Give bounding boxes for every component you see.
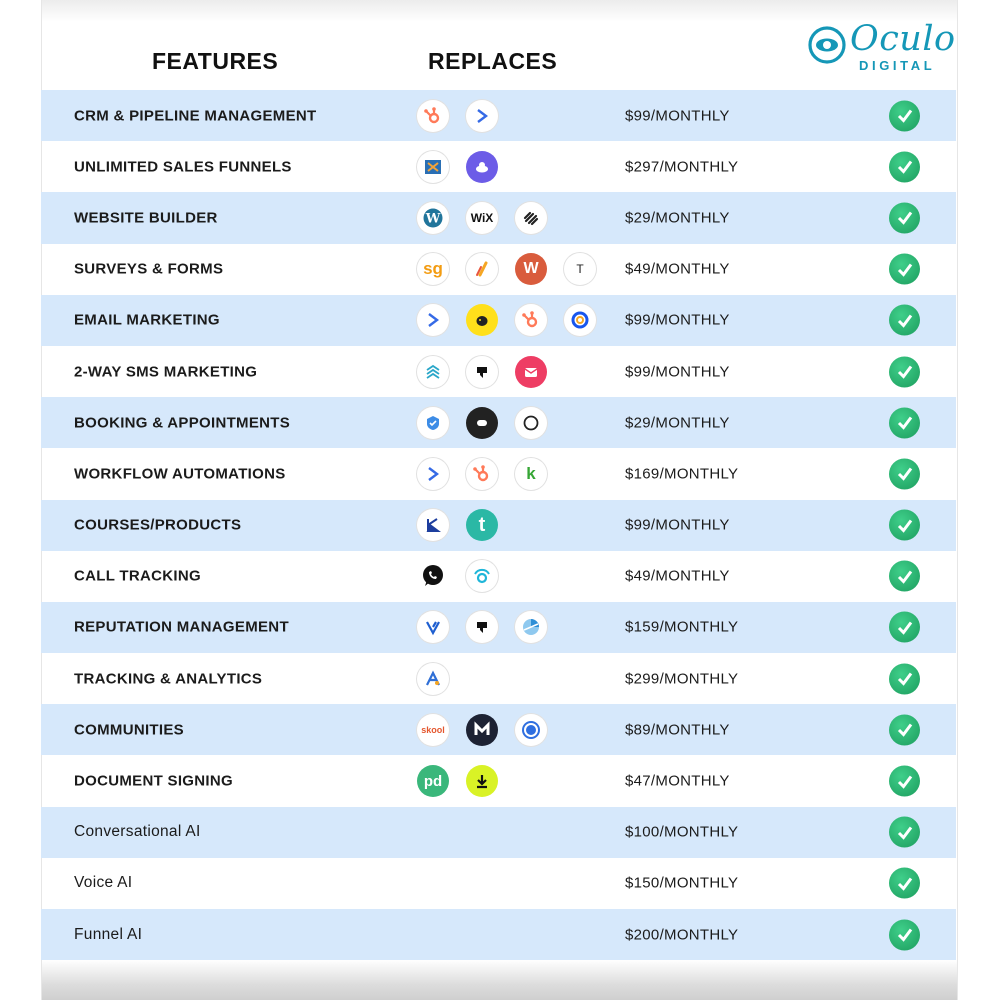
replaces-icons	[417, 458, 547, 490]
replaces-icons	[417, 663, 449, 695]
check-icon	[889, 817, 920, 848]
replaces-icons	[417, 253, 596, 285]
replaces-icons	[417, 611, 547, 643]
check-icon	[889, 766, 920, 797]
feature-label: Funnel AI	[74, 925, 143, 943]
eye-icon	[808, 26, 846, 64]
check-icon	[889, 407, 920, 438]
podium-icon	[466, 611, 498, 643]
replaces-icons	[417, 765, 498, 797]
kartra-icon	[417, 509, 449, 541]
keap-icon: k	[515, 458, 547, 490]
feature-label: CRM & PIPELINE MANAGEMENT	[74, 107, 317, 125]
check-icon	[889, 612, 920, 643]
table-row	[41, 653, 956, 704]
acuity-icon	[417, 407, 449, 439]
feature-label: SURVEYS & FORMS	[74, 260, 224, 278]
docusign-icon	[466, 765, 498, 797]
replaces-icons	[417, 356, 547, 388]
table-row	[41, 295, 956, 346]
hubspot-icon	[515, 304, 547, 336]
feature-label: TRACKING & ANALYTICS	[74, 670, 263, 688]
feature-label: WORKFLOW AUTOMATIONS	[74, 465, 286, 483]
replaces-icons	[417, 714, 547, 746]
constantcontact-icon	[564, 304, 596, 336]
replaces-icons	[417, 560, 498, 592]
table-row	[41, 602, 956, 653]
features-table	[41, 90, 956, 960]
feature-label: Voice AI	[74, 874, 133, 892]
whatsapp-icon	[417, 560, 449, 592]
squarespace-icon	[515, 202, 547, 234]
price-label: $99/MONTHLY	[625, 516, 730, 534]
price-label: $47/MONTHLY	[625, 772, 730, 790]
check-icon	[889, 868, 920, 899]
yext-icon	[515, 611, 547, 643]
table-row	[41, 141, 956, 192]
features-header: FEATURES	[152, 48, 279, 74]
check-icon	[889, 202, 920, 233]
table-row	[41, 346, 956, 397]
check-icon	[889, 100, 920, 131]
table-row	[41, 397, 956, 448]
replaces-icons	[417, 100, 498, 132]
price-label: $100/MONTHLY	[625, 823, 739, 841]
feature-label: 2-WAY SMS MARKETING	[74, 363, 258, 381]
logo-subtitle: DIGITAL	[859, 58, 936, 73]
kajabi-icon	[466, 151, 498, 183]
table-row	[41, 909, 956, 960]
activecampaign-icon	[417, 458, 449, 490]
check-icon	[889, 919, 920, 950]
replaces-icons	[417, 407, 547, 439]
panel-edge-right	[957, 0, 958, 1000]
feature-label: EMAIL MARKETING	[74, 311, 220, 329]
check-icon	[889, 714, 920, 745]
hubspot-icon	[466, 458, 498, 490]
feature-label: COURSES/PRODUCTS	[74, 516, 242, 534]
feature-label: CALL TRACKING	[74, 567, 201, 585]
oculo-digital-logo	[808, 16, 956, 76]
price-label: $99/MONTHLY	[625, 363, 730, 381]
birdeye-icon	[417, 611, 449, 643]
page-margin-left	[0, 0, 41, 1000]
table-row	[41, 448, 956, 499]
analytics-icon	[417, 663, 449, 695]
check-icon	[889, 305, 920, 336]
table-row	[41, 500, 956, 551]
teachable-icon: t	[466, 509, 498, 541]
price-label: $99/MONTHLY	[625, 311, 730, 329]
feature-label: UNLIMITED SALES FUNNELS	[74, 158, 292, 176]
pandadoc-icon: pd	[417, 765, 449, 797]
activecampaign-icon	[466, 100, 498, 132]
clickfunnels-icon	[417, 151, 449, 183]
jotform-icon	[466, 253, 498, 285]
typeform-icon: T	[564, 253, 596, 285]
feature-label: BOOKING & APPOINTMENTS	[74, 414, 291, 432]
check-icon	[889, 561, 920, 592]
activecampaign-icon	[417, 304, 449, 336]
callrail-icon	[466, 560, 498, 592]
price-label: $299/MONTHLY	[625, 670, 739, 688]
check-icon	[889, 254, 920, 285]
feature-label: WEBSITE BUILDER	[74, 209, 218, 227]
table-row	[41, 704, 956, 755]
feature-label: Conversational AI	[74, 823, 201, 841]
price-label: $159/MONTHLY	[625, 618, 739, 636]
logo-wordmark: Oculo	[850, 19, 956, 59]
podium-icon	[466, 356, 498, 388]
check-icon	[889, 663, 920, 694]
table-row	[41, 90, 956, 141]
replaces-icons	[417, 151, 498, 183]
price-label: $89/MONTHLY	[625, 721, 730, 739]
table-row	[41, 858, 956, 909]
circle-community-icon	[515, 714, 547, 746]
replaces-header: REPLACES	[428, 48, 558, 74]
surveygizmo-icon: sg	[417, 253, 449, 285]
table-row	[41, 551, 956, 602]
price-label: $169/MONTHLY	[625, 465, 739, 483]
wordpress-icon	[417, 202, 449, 234]
replaces-icons	[417, 304, 596, 336]
hubspot-icon	[417, 100, 449, 132]
page-margin-right	[958, 0, 1000, 1000]
textmagic-icon	[515, 356, 547, 388]
check-icon	[889, 458, 920, 489]
calendly-icon	[466, 407, 498, 439]
price-label: $49/MONTHLY	[625, 567, 730, 585]
price-label: $150/MONTHLY	[625, 874, 739, 892]
attentive-icon	[417, 356, 449, 388]
circle-icon	[515, 407, 547, 439]
check-icon	[889, 510, 920, 541]
replaces-icons	[417, 202, 547, 234]
price-label: $297/MONTHLY	[625, 158, 739, 176]
check-icon	[889, 151, 920, 182]
wix-icon: WiX	[466, 202, 498, 234]
feature-label: COMMUNITIES	[74, 721, 184, 739]
table-row	[41, 244, 956, 295]
price-label: $29/MONTHLY	[625, 414, 730, 432]
mailchimp-icon	[466, 304, 498, 336]
table-row	[41, 755, 956, 806]
wufoo-icon: W	[515, 253, 547, 285]
table-row	[41, 807, 956, 858]
price-label: $29/MONTHLY	[625, 209, 730, 227]
mighty-icon	[466, 714, 498, 746]
price-label: $99/MONTHLY	[625, 107, 730, 125]
table-row	[41, 192, 956, 243]
feature-label: DOCUMENT SIGNING	[74, 772, 233, 790]
price-label: $200/MONTHLY	[625, 926, 739, 944]
skool-icon: skool	[417, 714, 449, 746]
check-icon	[889, 356, 920, 387]
price-label: $49/MONTHLY	[625, 260, 730, 278]
replaces-icons	[417, 509, 498, 541]
feature-label: REPUTATION MANAGEMENT	[74, 618, 289, 636]
svg-text:W: W	[425, 211, 441, 227]
